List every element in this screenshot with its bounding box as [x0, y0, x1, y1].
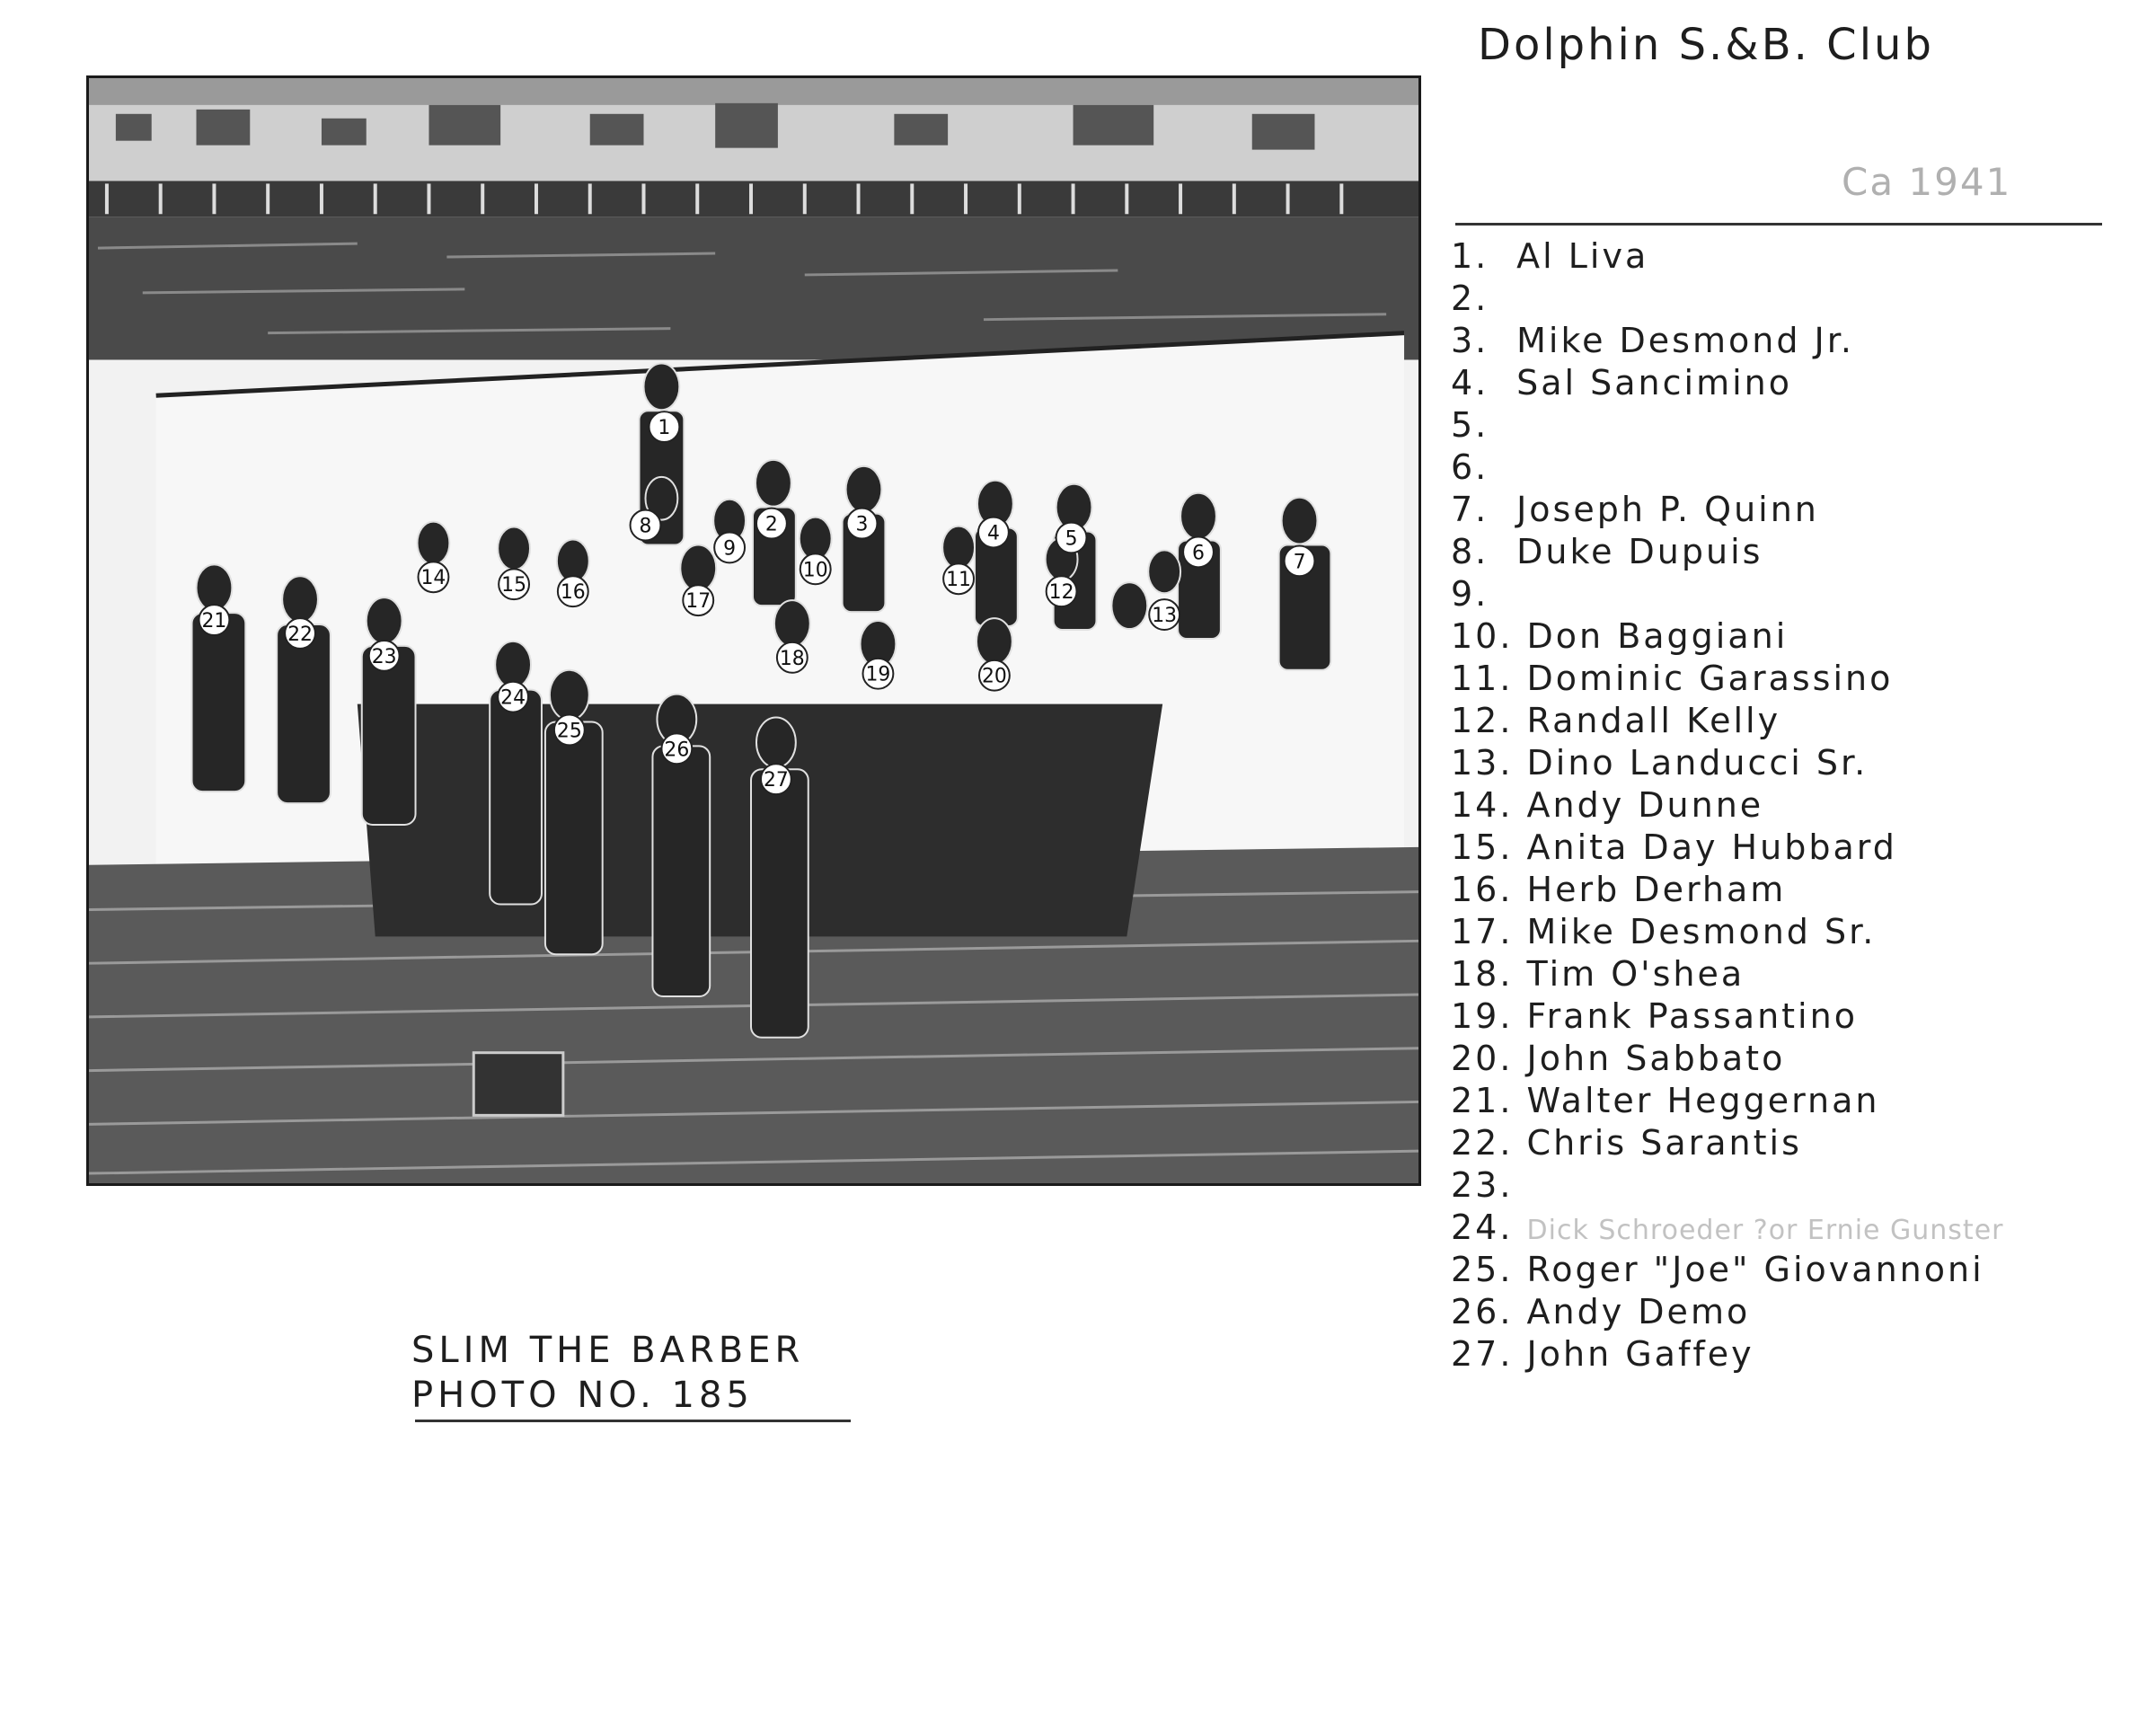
photo-marker-number: 25: [556, 720, 582, 743]
photo-marker-number: 8: [639, 515, 652, 538]
roster-number: 6.: [1451, 447, 1489, 487]
photo-marker-number: 14: [420, 567, 446, 590]
roster-name: Roger "Joe" Giovannoni: [1526, 1250, 1984, 1289]
roster-item: [1451, 1249, 2143, 1291]
roster-name: Randall Kelly: [1526, 701, 1781, 740]
caption-photo-number: PHOTO NO. 185: [411, 1375, 754, 1416]
roster-name-pencil: Dick Schroeder ?or Ernie Gunster: [1526, 1215, 2004, 1246]
roster-item: [1451, 700, 2143, 742]
photo-marker-number: 13: [1152, 605, 1178, 628]
photo-caption: [411, 1328, 861, 1418]
roster-name: John Gaffey: [1526, 1334, 1754, 1374]
roster-item: [1451, 404, 2143, 447]
roster-number: 10.: [1451, 616, 1514, 656]
roster-item: [1451, 1291, 2143, 1333]
roster-name: John Sabbato: [1526, 1039, 1786, 1078]
roster-number: 7.: [1451, 490, 1489, 529]
roster-name: Walter Heggernan: [1526, 1081, 1880, 1120]
roster-name: Mike Desmond Jr.: [1516, 321, 1854, 360]
photo-marker-number: 2: [764, 513, 778, 536]
roster-name: Herb Derham: [1526, 870, 1787, 909]
member-roster: [1451, 235, 2143, 1376]
photo-date: Ca 1941: [1842, 160, 2012, 204]
roster-item: [1451, 362, 2143, 404]
roster-item: [1451, 1207, 2143, 1249]
roster-name: Tim O'shea: [1526, 954, 1745, 994]
photo-marker-number: 6: [1192, 542, 1205, 565]
roster-number: 17.: [1451, 912, 1514, 951]
roster-number: 5.: [1451, 405, 1489, 445]
photo-marker-number: 10: [802, 559, 828, 582]
roster-number: 12.: [1451, 701, 1514, 740]
photo-marker-number: 27: [763, 769, 789, 792]
roster-item: [1451, 658, 2143, 700]
photo-marker-number: 20: [981, 665, 1007, 688]
roster-number: 3.: [1451, 321, 1489, 360]
photo-marker-number: 7: [1293, 551, 1306, 574]
roster-item: [1451, 320, 2143, 362]
photo-marker-number: 23: [371, 645, 397, 668]
roster-number: 14.: [1451, 785, 1514, 825]
roster-number: 15.: [1451, 827, 1514, 867]
roster-number: 22.: [1451, 1123, 1514, 1163]
roster-item: [1451, 1333, 2143, 1376]
photo-marker-number: 17: [685, 590, 711, 614]
roster-number: 9.: [1451, 574, 1489, 614]
photo-marker-number: 16: [560, 581, 586, 605]
roster-item: [1451, 1164, 2143, 1207]
roster-item: [1451, 827, 2143, 869]
header-divider: [1455, 223, 2102, 226]
club-title: Dolphin S.&B. Club: [1478, 20, 1934, 70]
photo-marker-number: 11: [946, 569, 972, 592]
roster-item: [1451, 235, 2143, 278]
caption-photographer: SLIM THE BARBER: [411, 1330, 805, 1371]
roster-number: 2.: [1451, 279, 1489, 318]
roster-number: 21.: [1451, 1081, 1514, 1120]
photo-marker-number: 26: [664, 739, 690, 762]
roster-name: Chris Sarantis: [1526, 1123, 1802, 1163]
roster-item: [1451, 278, 2143, 320]
roster-name: Duke Dupuis: [1516, 532, 1763, 571]
photo-marker-number: 3: [855, 513, 869, 536]
group-photo-image: [89, 78, 1418, 1183]
roster-item: [1451, 447, 2143, 489]
caption-underline: [415, 1420, 851, 1422]
photo-marker-number: 21: [201, 610, 227, 633]
roster-name: Joseph P. Quinn: [1516, 490, 1819, 529]
roster-name: Mike Desmond Sr.: [1526, 912, 1877, 951]
roster-number: 4.: [1451, 363, 1489, 402]
roster-number: 27.: [1451, 1334, 1514, 1374]
roster-number: 26.: [1451, 1292, 1514, 1331]
roster-number: 11.: [1451, 659, 1514, 698]
roster-number: 1.: [1451, 236, 1489, 276]
roster-name: Al Liva: [1516, 236, 1649, 276]
roster-item: [1451, 573, 2143, 615]
roster-name: Andy Dunne: [1526, 785, 1764, 825]
roster-item: [1451, 489, 2143, 531]
roster-item: [1451, 531, 2143, 573]
roster-number: 25.: [1451, 1250, 1514, 1289]
roster-number: 20.: [1451, 1039, 1514, 1078]
roster-item: [1451, 911, 2143, 953]
photo-marker-number: 24: [500, 686, 526, 710]
photo-marker-number: 12: [1048, 581, 1074, 605]
roster-item: [1451, 742, 2143, 784]
roster-name: Frank Passantino: [1526, 996, 1858, 1036]
roster-item: [1451, 1122, 2143, 1164]
roster-number: 24.: [1451, 1208, 1514, 1247]
roster-number: 19.: [1451, 996, 1514, 1036]
group-photo: [86, 75, 1421, 1186]
photo-marker-number: 18: [779, 647, 805, 670]
roster-item: [1451, 615, 2143, 658]
photo-marker-number: 5: [1065, 527, 1078, 551]
roster-number: 13.: [1451, 743, 1514, 783]
photo-marker-number: 4: [986, 522, 1000, 545]
roster-item: [1451, 1080, 2143, 1122]
roster-item: [1451, 869, 2143, 911]
roster-name: Don Baggiani: [1526, 616, 1789, 656]
roster-name: Dominic Garassino: [1526, 659, 1894, 698]
photo-marker-number: 1: [658, 417, 671, 440]
roster-name: Sal Sancimino: [1516, 363, 1792, 402]
roster-number: 8.: [1451, 532, 1489, 571]
photo-marker-number: 19: [865, 663, 891, 686]
photo-marker-number: 15: [501, 574, 527, 597]
roster-name: Andy Demo: [1526, 1292, 1751, 1331]
roster-name: Anita Day Hubbard: [1526, 827, 1897, 867]
roster-item: [1451, 953, 2143, 995]
photo-marker-number: 22: [287, 623, 313, 646]
roster-number: 18.: [1451, 954, 1514, 994]
roster-item: [1451, 995, 2143, 1038]
roster-item: [1451, 784, 2143, 827]
roster-name: Dino Landucci Sr.: [1526, 743, 1869, 783]
photo-marker-number: 9: [723, 537, 737, 561]
roster-number: 16.: [1451, 870, 1514, 909]
roster-item: [1451, 1038, 2143, 1080]
roster-number: 23.: [1451, 1165, 1514, 1205]
